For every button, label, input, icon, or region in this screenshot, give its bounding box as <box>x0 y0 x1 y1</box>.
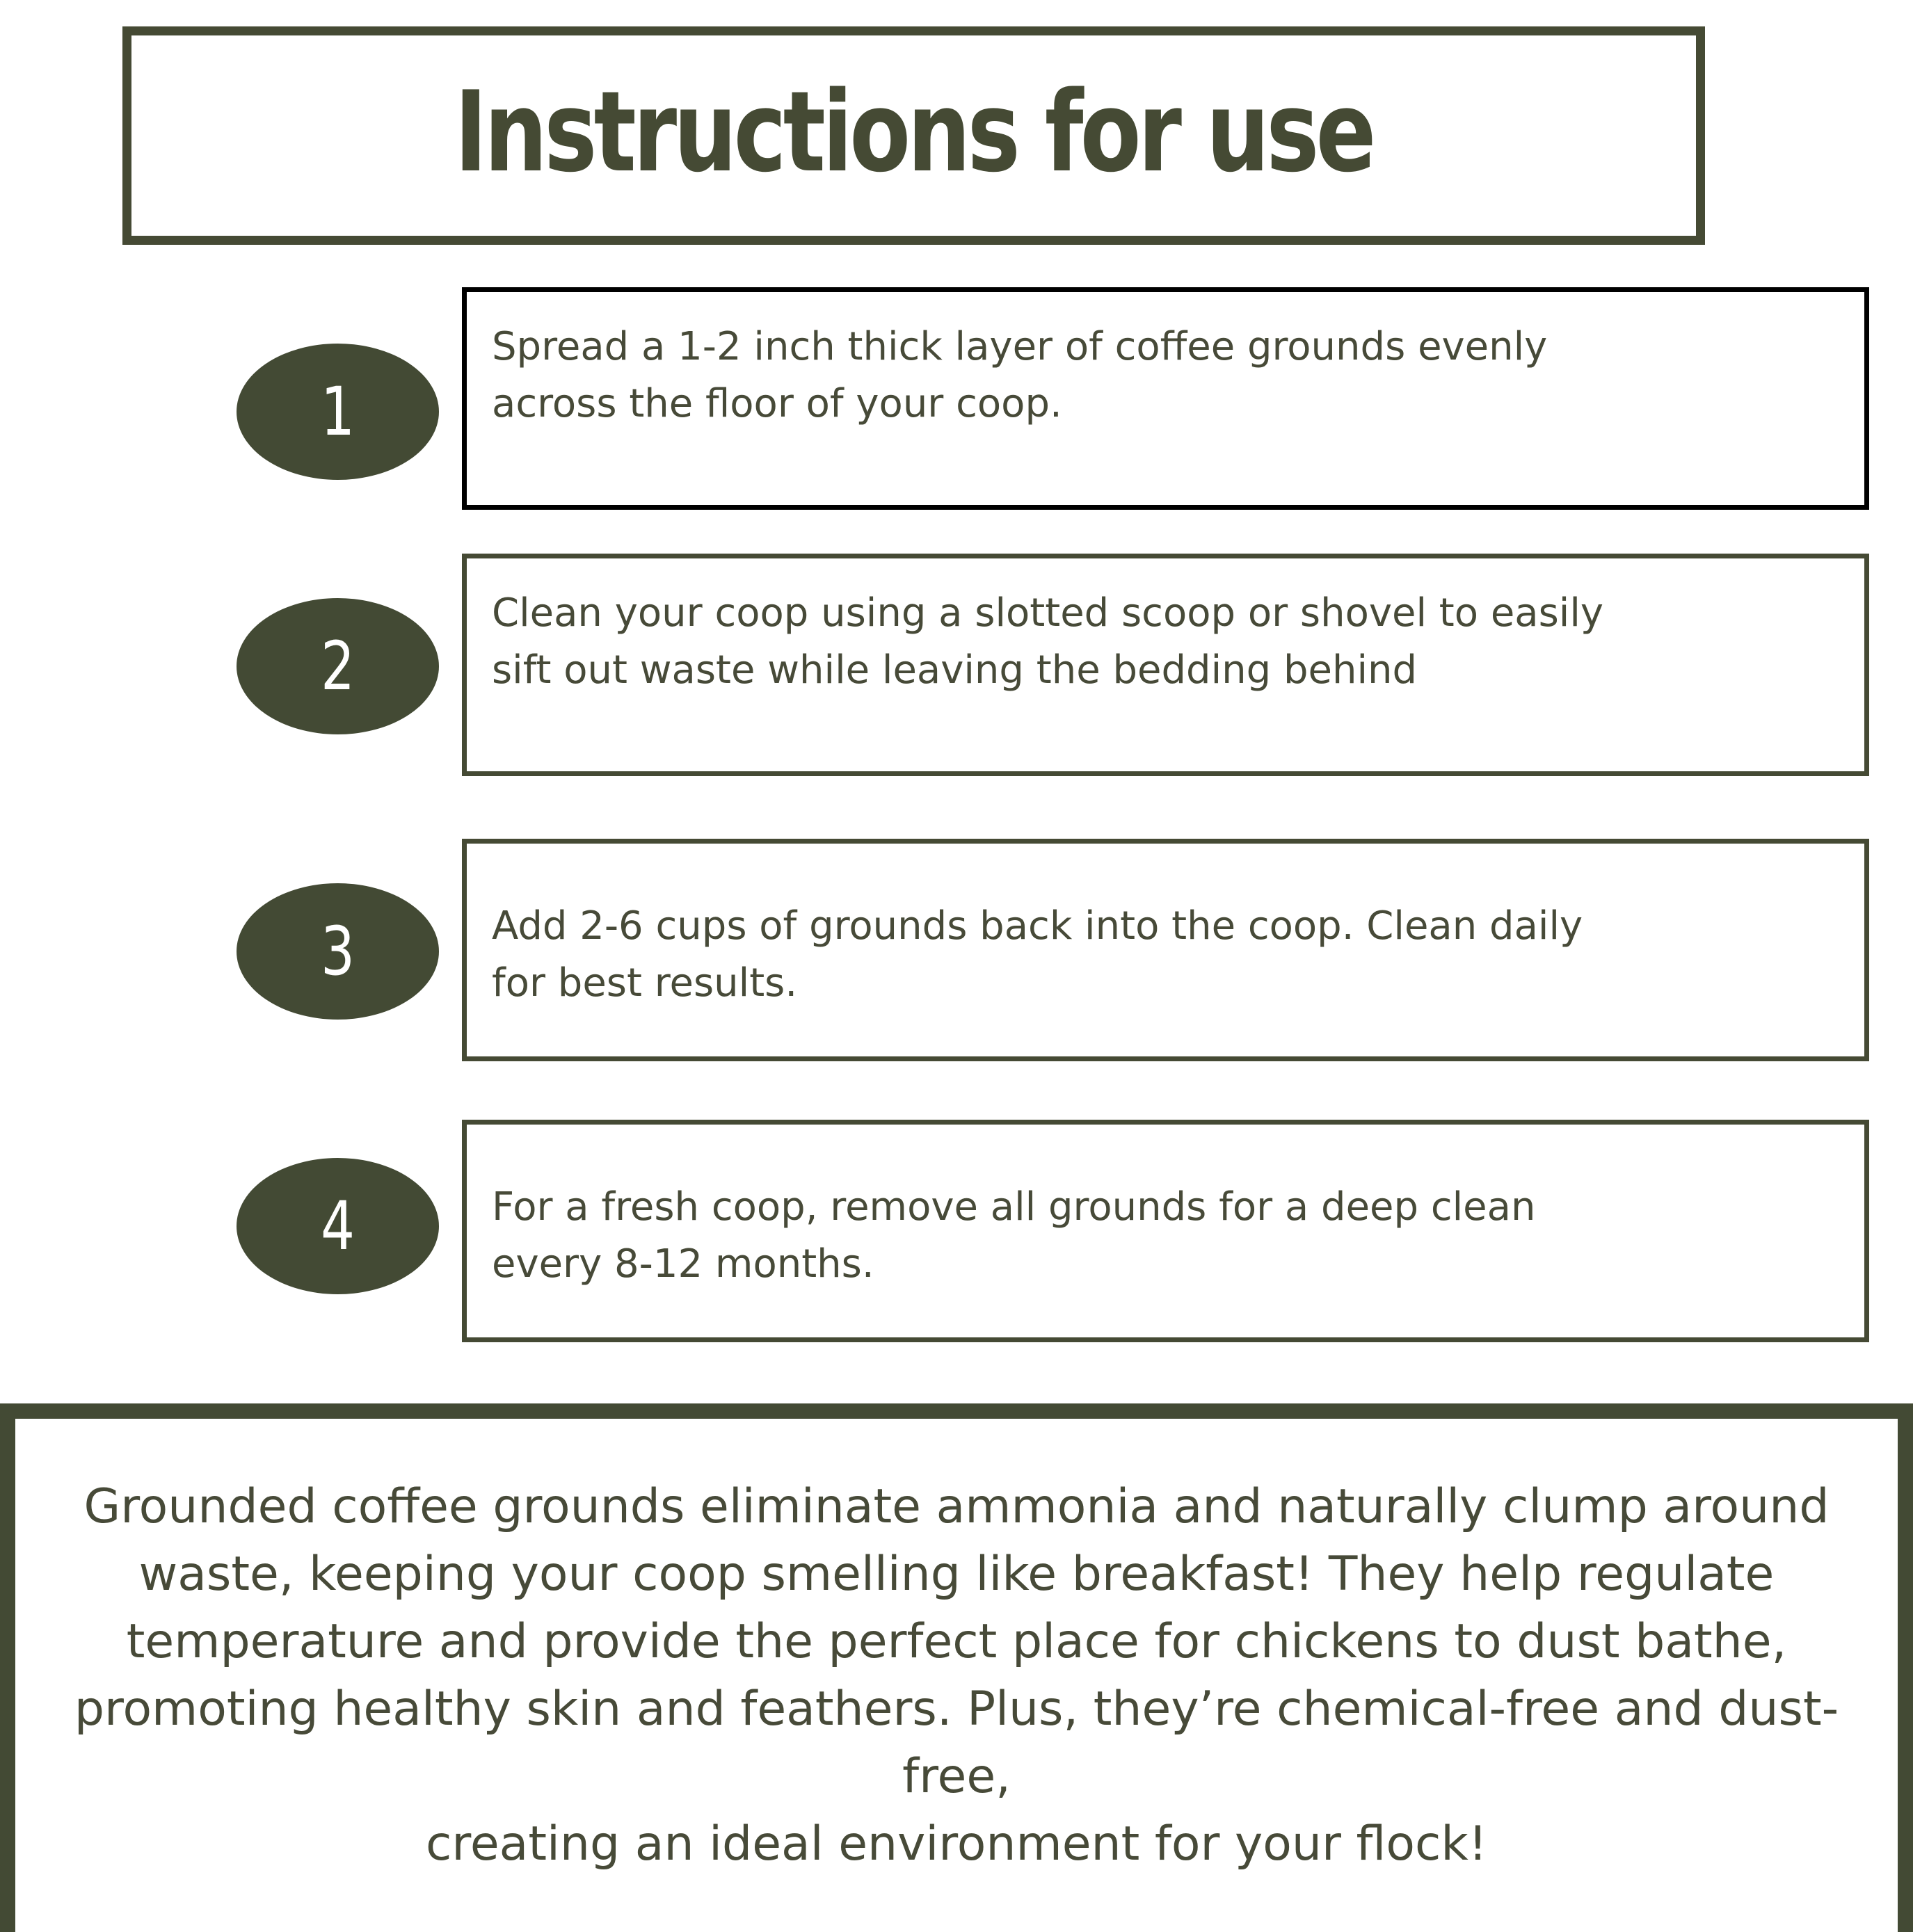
step-4-number: 4 <box>321 1187 355 1265</box>
step-1-text: Spread a 1-2 inch thick layer of coffee grounds evenly across the floor of your coop. <box>492 324 1548 426</box>
page-title: Instructions for use <box>454 66 1373 197</box>
step-3-text: Add 2-6 cups of grounds back into the coop. Clean daily for best results. <box>492 903 1583 1006</box>
step-3-number: 3 <box>321 912 355 990</box>
step-4-badge <box>237 1158 439 1294</box>
title-banner <box>122 26 1705 245</box>
step-2-box <box>462 554 1869 776</box>
step-3-box <box>462 839 1869 1061</box>
step-2-badge <box>237 598 439 734</box>
step-4-box <box>462 1120 1869 1342</box>
benefits-panel <box>0 1403 1913 1932</box>
step-4-text: For a fresh coop, remove all grounds for a deep clean every 8-12 months. <box>492 1184 1536 1287</box>
step-1-number: 1 <box>321 373 355 451</box>
benefits-text: Grounded coffee grounds eliminate ammonia and naturally clump around waste, keeping your coop smelling like breakfast! They help regulate temperature and provide the perfect place for chickens to dust bathe, promoting healthy skin and feathers. Plus, they’re chemical-free and dust-free, creating an ideal environment for your flock! <box>74 1479 1839 1871</box>
step-1-badge <box>237 344 439 480</box>
step-2-text: Clean your coop using a slotted scoop or shovel to easily sift out waste while leaving the bedding behind <box>492 590 1604 693</box>
step-1-box <box>462 287 1869 510</box>
step-3-badge <box>237 883 439 1020</box>
step-2-number: 2 <box>321 627 355 705</box>
